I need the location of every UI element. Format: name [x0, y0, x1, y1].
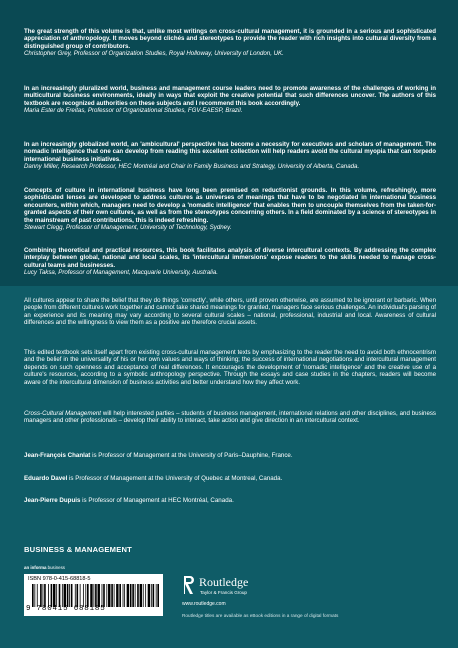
- barcode-bar: [69, 584, 70, 607]
- barcode-bar: [80, 584, 81, 607]
- barcode-bar: [143, 584, 144, 607]
- barcode-bars: [32, 584, 159, 607]
- bio-2: [24, 475, 436, 482]
- barcode-bar: [106, 584, 107, 607]
- book-title: Cross-Cultural Management: [24, 410, 101, 417]
- informa-brand: an informa: [24, 565, 47, 570]
- barcode-bar: [157, 584, 159, 607]
- barcode-bar: [111, 584, 113, 607]
- endorsement-attribution: Christopher Grey, Professor of Organization Studies, Royal Holloway, University of London, UK.: [24, 50, 284, 58]
- barcode-bar: [151, 584, 152, 607]
- endorsement-attribution: Lucy Taksa, Professor of Management, Macquarie University, Australia.: [24, 269, 218, 277]
- endorsement-text: In an increasingly globalized world, an 'ambicultural' perspective has become a necessity for executives and scholars of management. The nomadic intelligence that one can develop from reading this excellent collection will help readers avoid the cultural myopia that can torpedo international business initiatives.: [24, 141, 436, 163]
- barcode-bar: [130, 584, 132, 607]
- barcode-bar: [124, 584, 125, 607]
- barcode-bar: [93, 584, 94, 607]
- publisher-url: www.routledge.com: [182, 601, 226, 607]
- ean-digits: 9 780415 688185: [26, 605, 106, 613]
- endorsement-attribution: Maria Ester de Freitas, Professor of Organizational Studies, FGV-EAESP, Brazil.: [24, 107, 243, 115]
- barcode-bar: [56, 584, 57, 607]
- barcode-bar: [95, 584, 97, 607]
- barcode-bar: [153, 584, 155, 607]
- barcode-bar: [132, 584, 134, 607]
- barcode-bar: [90, 584, 92, 607]
- barcode-bar: [114, 584, 115, 607]
- author-name: Jean-François Chanlat: [24, 452, 91, 459]
- bio-3: [24, 497, 436, 504]
- barcode-bar: [71, 584, 73, 607]
- barcode-bar: [32, 584, 34, 607]
- barcode-bar: [64, 584, 66, 607]
- ebook-note: Routledge titles are available as eBook editions in a range of digital formats: [182, 613, 339, 618]
- endorsement-4: [24, 187, 436, 232]
- barcode-bar: [98, 584, 100, 607]
- barcode-bar: [116, 584, 118, 607]
- barcode-bar: [140, 584, 142, 607]
- barcode-bar: [145, 584, 146, 607]
- barcode-bar: [76, 584, 78, 607]
- description-text: will help interested parties – students of business management, international relations and other disciplines, and business managers and other professionals – develop their ability to interact, take action and give direction in an intercultural context.: [24, 410, 436, 425]
- informa-suffix: business: [46, 565, 66, 570]
- subject-category: BUSINESS & MANAGEMENT: [24, 545, 132, 554]
- endorsement-text: Concepts of culture in international business have long been premised on reductionist grounds. In this volume, refreshingly, more sophisticated lenses are developed to address cultures as universes of meanings that have to be negotiated in international business encounters, within which, managers need to develop a 'nomadic intelligence' that enables them to uncouple themselves from the taken-for-granted aspects of their own cultures, as well as from the stereotypes concerning others. In a field dominated by a science of stereotypes in the mainstream of past contributions, this is indeed refreshing.: [24, 187, 436, 224]
- publisher-name: Routledge: [199, 575, 249, 589]
- isbn-text: ISBN 978-0-415-68818-5: [28, 576, 91, 582]
- barcode-bar: [156, 584, 157, 607]
- barcode-bar: [108, 584, 110, 607]
- endorsement-attribution: Stewart Clegg, Professor of Management, University of Technology, Sydney.: [24, 224, 232, 232]
- barcode-bar: [85, 584, 86, 607]
- barcode-bar: [87, 584, 89, 607]
- informa-tagline: [24, 565, 65, 570]
- author-bio: is Professor of Management at the University of Paris–Dauphine, France.: [90, 452, 293, 459]
- endorsement-1: [24, 28, 436, 58]
- endorsement-2: [24, 85, 436, 115]
- barcode-bar: [127, 584, 129, 607]
- endorsement-5: [24, 247, 436, 277]
- description-paragraph-3: [24, 410, 436, 425]
- barcode-bar: [62, 584, 63, 607]
- barcode-bar: [148, 584, 150, 607]
- barcode: [24, 574, 163, 616]
- author-bio: is Professor of Management at the University of Quebec at Montreal, Canada.: [67, 475, 283, 482]
- barcode-bar: [48, 584, 49, 607]
- barcode-bar: [119, 584, 121, 607]
- bio-1: [24, 452, 436, 459]
- barcode-bar: [37, 584, 38, 607]
- barcode-bar: [34, 584, 35, 607]
- barcode-bar: [103, 584, 105, 607]
- endorsement-attribution: Danny Miller, Research Professor, HEC Montréal and Chair in Family Business and Strategy, University of Alberta, Canada.: [24, 163, 360, 171]
- barcode-bar: [102, 584, 103, 607]
- author-name: Eduardo Davel: [24, 475, 68, 482]
- endorsement-3: [24, 141, 436, 171]
- routledge-logo-icon: [182, 575, 196, 595]
- endorsement-text: In an increasingly pluralized world, business and management course leaders need to promote awareness of the challenges of working in multicultural business environments, ideally in ways that exploit the creative potential that such differences uncover. The authors of this textbook are recognized authorities on these subjects and I recommend this book accordingly.: [24, 85, 436, 107]
- barcode-bar: [67, 584, 69, 607]
- barcode-bar: [137, 584, 139, 607]
- author-bio: is Professor of Management at HEC Montréal, Canada.: [80, 497, 234, 504]
- barcode-bar: [51, 584, 53, 607]
- barcode-bar: [59, 584, 61, 607]
- barcode-bar: [83, 584, 84, 607]
- endorsement-text: The great strength of this volume is that, unlike most writings on cross-cultural management, it is grounded in a serious and sophisticated appreciation of anthropology. It moves beyond clichés and stereotypes to provide the reader with rich insights into cultural diversity from a distinguished group of contributors.: [24, 28, 436, 50]
- author-name: Jean-Pierre Dupuis: [24, 497, 81, 504]
- barcode-bar: [44, 584, 46, 607]
- barcode-bar: [135, 584, 136, 607]
- barcode-bar: [75, 584, 76, 607]
- barcode-bar: [43, 584, 44, 607]
- description-paragraph-1: All cultures appear to share the belief that they do things 'correctly', while others, until proven otherwise, are assumed to be ignorant or barbaric. When people from different cultures work together and cannot take shared meanings for granted, managers face serious challenges. An individual's parsing of an experience and its meaning may vary according to several cultural scales – national, professional, industrial and local. Awareness of cultural differences and the willingness to view them as a positive are therefore crucial assets.: [24, 297, 436, 327]
- barcode-bar: [53, 584, 55, 607]
- description-paragraph-2: This edited textbook sets itself apart from existing cross-cultural management texts by emphasizing to the reader the need to avoid both ethnocentrism and the belief in the universality of his or her own values and ways of thinking; the success of international negotiations and intercultural management depends on such openness and acceptance of real differences. It encourages the development of 'nomadic intelligence' and the creative use of a culture's resources, according to a symbolic anthropology perspective. Through the essays and case studies in the chapters, readers will become aware of the intercultural dimension of business activities and better understand how they affect work.: [24, 349, 436, 386]
- endorsement-text: Combining theoretical and practical resources, this book facilitates analysis of diverse intercultural contexts. By addressing the complex interplay between global, national and local scales, its 'intercultural immersions' expose readers to the skills needed to manage cross-cultural teams and businesses.: [24, 247, 436, 269]
- barcode-bar: [123, 584, 124, 607]
- barcode-bar: [40, 584, 42, 607]
- publisher-group: Taylor & Francis Group: [200, 590, 247, 595]
